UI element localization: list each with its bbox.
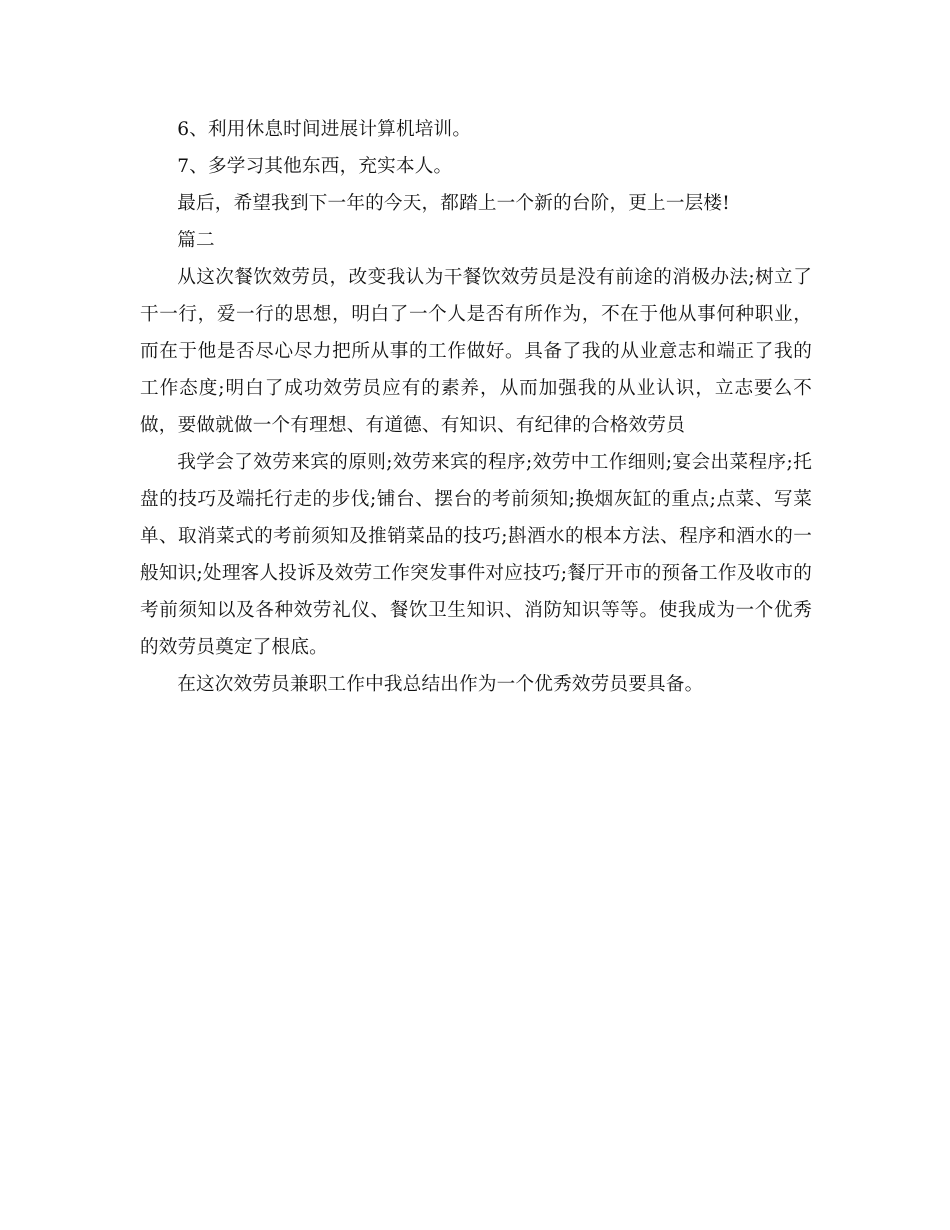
body-paragraph: 我学会了效劳来宾的原则;效劳来宾的程序;效劳中工作细则;宴会出菜程序;托盘的技巧及端托行走的步伐;铺台、摆台的考前须知;换烟灰缸的重点;点菜、写菜单、取消菜式的考前须知及推销菜品的技巧;斟酒水的根本方法、程序和酒水的一般知识;处理客人投诉及效劳工作突发事件对应技巧;餐厅开市的预备工作及收市的考前须知以及各种效劳礼仪、餐饮卫生知识、消防知识等等。使我成为一个优秀的效劳员奠定了根底。 [140, 452, 812, 658]
body-paragraph: 从这次餐饮效劳员，改变我认为干餐饮效劳员是没有前途的消极办法;树立了干一行，爱一行的思想，明白了一个人是否有所作为，不在于他从事何种职业，而在于他是否尽心尽力把所从事的工作做好。具备了我的从业意志和端正了我的工作态度;明白了成功效劳员应有的素养，从而加强我的从业认识，立志要么不做，要做就做一个有理想、有道德、有知识、有纪律的合格效劳员 [140, 267, 812, 436]
section-heading: 篇二 [177, 230, 215, 251]
closing-paragraph: 最后，希望我到下一年的今天，都踏上一个新的台阶，更上一层楼! [177, 193, 730, 214]
list-item-6: 6、利用休息时间进展计算机培训。 [177, 119, 472, 140]
document-body [140, 111, 812, 703]
list-item-7: 7、多学习其他东西，充实本人。 [177, 156, 453, 177]
body-paragraph: 在这次效劳员兼职工作中我总结出作为一个优秀效劳员要具备。 [177, 674, 704, 695]
